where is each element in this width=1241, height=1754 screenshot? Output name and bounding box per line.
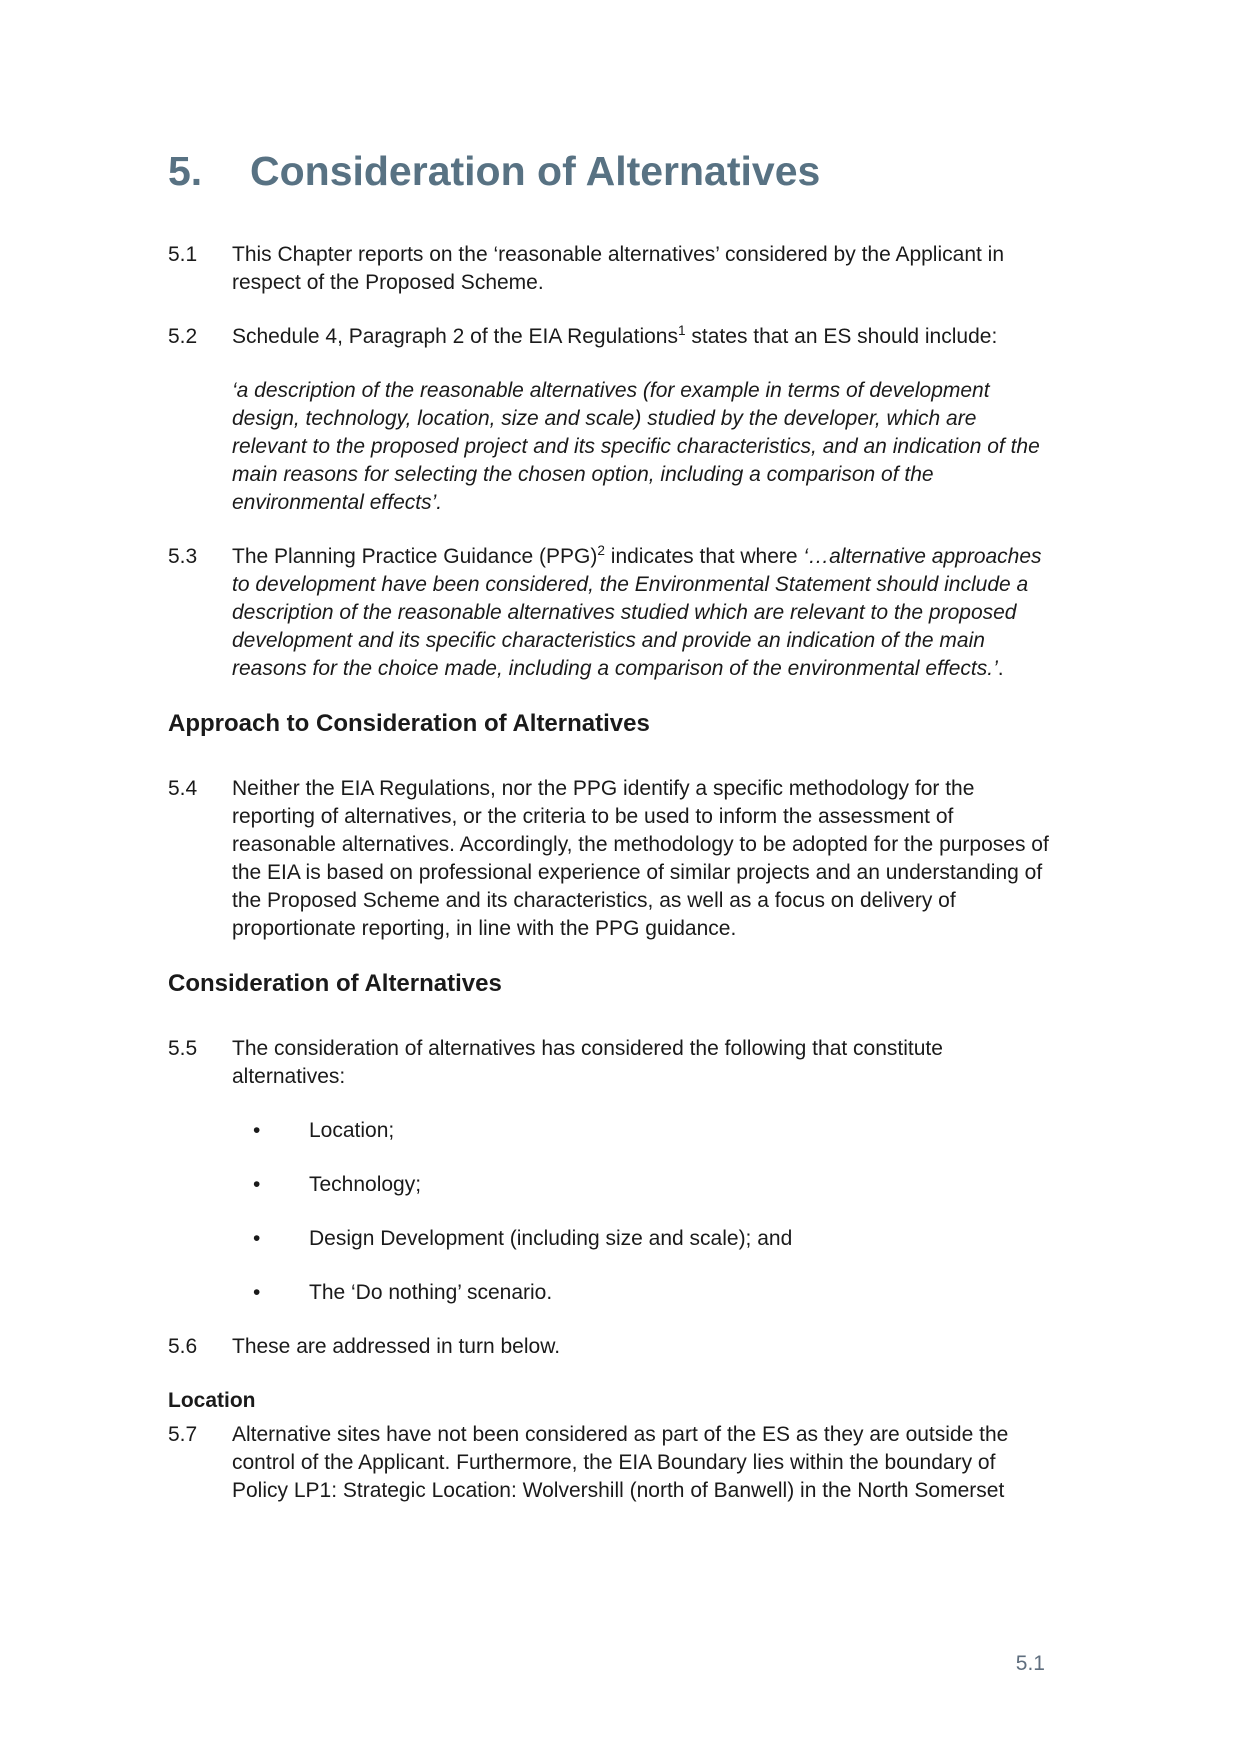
paragraph-number: 5.5 [168,1037,198,1061]
paragraph-5.7 [168,1421,1052,1505]
text-run: The Planning Practice Guidance (PPG) [232,545,598,569]
paragraph-5.4 [168,775,1052,943]
sub-section-heading: Location [168,1389,256,1413]
chapter-number: 5. [168,148,203,194]
paragraph-text [232,323,1052,351]
footnote-reference: 1 [677,323,686,339]
text-run: states that an ES should include: [685,325,998,349]
paragraph-5.3 [168,543,1052,683]
paragraph-number: 5.6 [168,1335,198,1359]
text-run: These are addressed in turn below. [232,1335,561,1359]
text-run: Schedule 4, Paragraph 2 of the EIA Regulations [232,325,678,349]
bullet-text: The ‘Do nothing’ scenario. [309,1281,553,1305]
bullet-icon: • [253,1173,261,1197]
paragraph-text [232,775,1052,943]
page-number: 5.1 [1015,1652,1045,1675]
bullet-icon: • [253,1119,261,1143]
paragraph-number: 5.1 [168,243,198,267]
paragraph-number: 5.7 [168,1423,198,1447]
text-run: ‘a description of the reasonable alternatives (for example in terms of development design, technology, location, size and scale) studied by the developer, which are relevant to the proposed project and its specific characteristics, and an indication of the main reasons for selecting the chosen option, including a comparison of the environmental effects’. [232,379,1040,515]
paragraph-text [232,1035,1052,1091]
bullet-item [168,1225,1052,1253]
bullet-item [168,1117,1052,1145]
text-run: indicates that where [604,545,804,569]
paragraph-number: 5.4 [168,777,198,801]
chapter-title-text: Consideration of Alternatives [250,148,821,194]
text-run: The consideration of alternatives has considered the following that constitute alternatives: [232,1037,943,1089]
bullet-text: Technology; [309,1173,422,1197]
paragraph-number: 5.2 [168,325,198,349]
text-run: This Chapter reports on the ‘reasonable alternatives’ considered by the Applicant in respect of the Proposed Scheme. [232,243,1005,295]
paragraph-5.2 [168,323,1052,351]
text-run: . [997,657,1004,681]
document-content-blocks [168,241,1052,1505]
paragraph-5.5 [168,1035,1052,1091]
document-content [168,148,1052,1531]
section-heading: Consideration of Alternatives [168,970,502,998]
bullet-icon: • [253,1227,261,1251]
chapter-title [168,148,1052,195]
text-run: ‘…alternative approaches to development have been considered, the Environmental Statement should include a description of the reasonable alternatives studied which are relevant to the proposed development and its specific characteristics and provide an indication of the main reasons for the choice made, including a comparison of the environmental effects.’ [232,545,1042,681]
bullet-text: Location; [309,1119,395,1143]
bullet-icon: • [253,1281,261,1305]
paragraph-text [232,1333,1052,1361]
bullet-item [168,1171,1052,1199]
bullet-text: Design Development (including size and scale); and [309,1227,793,1251]
paragraph-text [232,543,1052,683]
paragraph-text [232,241,1052,297]
section-heading: Approach to Consideration of Alternatives [168,710,650,738]
paragraph-text [232,1421,1052,1505]
text-run: Alternative sites have not been considered as part of the ES as they are outside the control of the Applicant. Furthermore, the EIA Boundary lies within the boundary of Policy LP1: Strategic Location: Wolvershill (north of Banwell) in the North Somerset [232,1423,1009,1503]
paragraph-5.1 [168,241,1052,297]
text-run: Neither the EIA Regulations, nor the PPG identify a specific methodology for the reporting of alternatives, or the criteria to be used to inform the assessment of reasonable alternatives. Accordingly, the methodology to be adopted for the purposes of the EIA is based on professional experience of similar projects and an understanding of the Proposed Scheme and its characteristics, as well as a focus on delivery of proportionate reporting, in line with the PPG guidance. [232,777,1049,941]
block-quote [168,377,1052,517]
bullet-item [168,1279,1052,1307]
footnote-reference: 2 [597,543,605,559]
paragraph-5.6 [168,1333,1052,1361]
paragraph-number: 5.3 [168,545,198,569]
